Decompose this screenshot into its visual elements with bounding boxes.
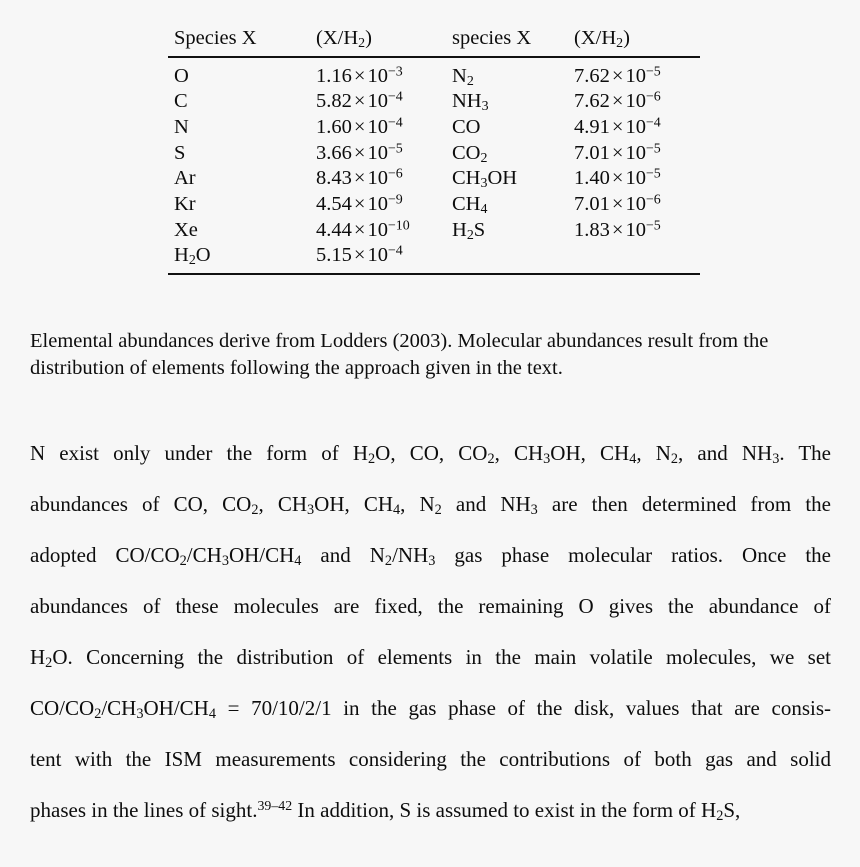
- body-line-5-sub-1: 2: [45, 655, 53, 672]
- ratio-2-row-3-base: 10: [625, 141, 646, 164]
- body-line-7: [30, 734, 831, 785]
- cell-species-1-row-2: [168, 114, 316, 140]
- species-1-row-0-base: O: [174, 64, 189, 87]
- body-line-8-sub-1: 2: [716, 808, 724, 825]
- ratio-1-row-4-base: 10: [367, 167, 388, 190]
- ratio-1-row-6-exponent: −10: [387, 218, 410, 234]
- ratio-2-row-6-mantissa: 1.83: [574, 218, 610, 241]
- cell-species-2-row-0: [452, 57, 574, 89]
- ratio-2-row-2-base: 10: [625, 115, 646, 138]
- body-line-1-part-c: , CH: [494, 441, 544, 465]
- species-2-row-6-sub: 2: [466, 227, 474, 243]
- ratio-1-row-4-multiply-symbol: ×: [353, 167, 366, 190]
- table-row: [168, 89, 700, 115]
- ratio-2-row-1-multiply-symbol: ×: [611, 90, 624, 113]
- species-2-row-3-sub: 2: [480, 150, 488, 166]
- ratio-1-row-0-base: 10: [367, 64, 388, 87]
- body-paragraph: [30, 428, 831, 836]
- species-2-row-2-base: CO: [452, 115, 481, 138]
- column-header-species-2-label: species X: [452, 27, 532, 49]
- cell-ratio-1-row-1: [316, 89, 452, 115]
- cell-species-2-row-4: [452, 166, 574, 192]
- cell-species-1-row-1: [168, 89, 316, 115]
- body-line-4: [30, 581, 831, 632]
- ratio-2-row-1-exponent: −6: [645, 89, 661, 105]
- ratio-1-row-5-base: 10: [367, 192, 388, 215]
- species-1-row-7-base: H: [174, 244, 189, 267]
- species-1-row-3-base: S: [174, 141, 186, 164]
- table-row: [168, 114, 700, 140]
- cell-ratio-2-row-7: [574, 243, 700, 274]
- ratio-1-row-4-exponent: −6: [387, 166, 403, 182]
- ratio-2-row-5-exponent: −6: [645, 192, 661, 208]
- ratio-1-row-3-base: 10: [367, 141, 388, 164]
- body-line-2-sub-4: 2: [434, 502, 442, 519]
- cell-species-2-row-6: [452, 217, 574, 243]
- body-line-8-part-c: S,: [723, 798, 741, 822]
- body-line-1-part-b: O, CO, CO: [375, 441, 488, 465]
- body-line-6-sub-2: 3: [136, 706, 144, 723]
- cell-species-2-row-2: [452, 114, 574, 140]
- body-line-1-sub-1: 2: [368, 451, 376, 468]
- body-line-1-sub-6: 3: [772, 451, 780, 468]
- ratio-2-row-3-mantissa: 7.01: [574, 141, 610, 164]
- column-header-ratio-2: [574, 28, 700, 57]
- ratio-1-row-3-mantissa: 3.66: [316, 141, 352, 164]
- ratio-2-row-1-mantissa: 7.62: [574, 90, 610, 113]
- ratio-1-row-0-exponent: −3: [387, 64, 403, 80]
- body-line-6-part-a: CO/CO: [30, 696, 95, 720]
- column-header-ratio-1: [316, 28, 452, 57]
- ratio-1-row-7-exponent: −4: [387, 243, 403, 259]
- abundance-table-container: [168, 28, 700, 275]
- ratio-1-row-5-mantissa: 4.54: [316, 192, 352, 215]
- ratio-2-row-4-base: 10: [625, 167, 646, 190]
- body-line-3-part-f: gas phase molecular ratios. Once the: [435, 543, 831, 567]
- body-line-6-sub-3: 4: [208, 706, 216, 723]
- ratio-1-row-1-base: 10: [367, 90, 388, 113]
- body-line-3-sub-3: 4: [294, 553, 302, 570]
- ratio-1-row-2-mantissa: 1.60: [316, 115, 352, 138]
- table-header: [168, 28, 700, 57]
- body-line-5: [30, 632, 831, 683]
- column-header-species-1: [168, 28, 316, 57]
- species-1-row-4-base: Ar: [174, 167, 196, 190]
- body-line-6: [30, 683, 831, 734]
- table-caption-line-1: Elemental abundances derive from Lodders (2003). Molecular abundances result from: [30, 330, 739, 352]
- table-row: [168, 140, 700, 166]
- body-line-2: [30, 479, 831, 530]
- ratio-2-row-5-multiply-symbol: ×: [611, 192, 624, 215]
- table-row: [168, 191, 700, 217]
- body-line-6-part-c: OH/CH: [143, 696, 209, 720]
- cell-ratio-2-row-3: [574, 140, 700, 166]
- species-2-row-6-base: H: [452, 218, 467, 241]
- body-line-2-sub-2: 3: [307, 502, 315, 519]
- ratio-1-row-7-base: 10: [367, 244, 388, 267]
- species-2-row-4-tail: OH: [487, 167, 518, 190]
- body-line-3-sub-4: 2: [384, 553, 393, 570]
- ratio-1-row-1-multiply-symbol: ×: [353, 90, 366, 113]
- species-2-row-4-base: CH: [452, 167, 481, 190]
- body-line-2-sub-3: 4: [393, 502, 401, 519]
- column-header-species-1-label: Species X: [174, 27, 257, 49]
- ratio-1-row-6-multiply-symbol: ×: [353, 218, 366, 241]
- body-line-3: [30, 530, 831, 581]
- ratio-1-row-6-mantissa: 4.44: [316, 218, 352, 241]
- body-line-5-part-a: H: [30, 645, 46, 669]
- species-2-row-6-tail: S: [473, 218, 486, 241]
- ratio-1-row-7-multiply-symbol: ×: [353, 244, 366, 267]
- column-header-ratio-2-tail: ): [623, 27, 630, 49]
- species-1-row-2-base: N: [174, 115, 189, 138]
- species-2-row-1-base: NH: [452, 90, 482, 113]
- cell-species-1-row-3: [168, 140, 316, 166]
- cell-ratio-1-row-0: [316, 57, 452, 89]
- ratio-2-row-0-exponent: −5: [645, 64, 661, 80]
- species-1-row-1-base: C: [174, 90, 188, 113]
- citation-reference-39-42[interactable]: 39–42: [257, 797, 293, 813]
- body-line-1-part-f: , and NH: [678, 441, 773, 465]
- body-line-1-sub-5: 2: [670, 451, 679, 468]
- body-line-4-text: abundances of these molecules are fixed, the remaining O gives the abundance of: [30, 594, 831, 618]
- body-line-5-part-b: O. Concerning the distribution of elements in the main volatile molecules, we set: [52, 645, 831, 669]
- cell-ratio-2-row-6: [574, 217, 700, 243]
- body-line-1: [30, 428, 831, 479]
- body-line-2-part-f: are then determined from the: [537, 492, 831, 516]
- body-line-2-sub-1: 2: [251, 502, 259, 519]
- cell-species-2-row-7: [452, 243, 574, 274]
- species-1-row-7-sub: 2: [188, 253, 196, 269]
- ratio-2-row-2-exponent: −4: [645, 115, 661, 131]
- species-2-row-1-sub: 3: [481, 99, 489, 115]
- cell-species-2-row-5: [452, 191, 574, 217]
- species-1-row-6-base: Xe: [174, 218, 198, 241]
- cell-ratio-1-row-4: [316, 166, 452, 192]
- abundance-table: [168, 28, 700, 275]
- body-line-6-part-b: /CH: [101, 696, 137, 720]
- column-header-species-2: [452, 28, 574, 57]
- body-line-1-part-d: OH, CH: [550, 441, 630, 465]
- ratio-1-row-2-multiply-symbol: ×: [353, 115, 366, 138]
- ratio-1-row-5-exponent: −9: [387, 192, 403, 208]
- body-line-3-part-a: adopted CO/CO: [30, 543, 180, 567]
- body-line-2-part-d: , N: [400, 492, 435, 516]
- ratio-2-row-4-multiply-symbol: ×: [611, 167, 624, 190]
- ratio-2-row-6-base: 10: [625, 218, 646, 241]
- ratio-2-row-2-mantissa: 4.91: [574, 115, 610, 138]
- species-2-row-5-base: CH: [452, 192, 481, 215]
- species-2-row-3-base: CO: [452, 141, 481, 164]
- species-2-row-4-sub: 3: [480, 176, 488, 192]
- ratio-2-row-0-base: 10: [625, 64, 646, 87]
- cell-species-1-row-0: [168, 57, 316, 89]
- cell-ratio-2-row-0: [574, 57, 700, 89]
- column-header-ratio-1-sub: 2: [358, 36, 366, 52]
- cell-species-1-row-6: [168, 217, 316, 243]
- column-header-ratio-1-label: (X/H: [316, 27, 359, 49]
- body-line-2-sub-5: 3: [530, 502, 538, 519]
- column-header-ratio-2-label: (X/H: [574, 27, 617, 49]
- species-1-row-7-tail: O: [195, 244, 211, 267]
- body-line-3-part-b: /CH: [186, 543, 222, 567]
- body-line-1-part-a: N exist only under the form of H: [30, 441, 369, 465]
- ratio-2-row-5-base: 10: [625, 192, 646, 215]
- column-header-ratio-1-tail: ): [365, 27, 372, 49]
- column-header-ratio-2-sub: 2: [616, 36, 624, 52]
- ratio-1-row-5-multiply-symbol: ×: [353, 192, 366, 215]
- cell-species-1-row-5: [168, 191, 316, 217]
- body-line-3-sub-5: 3: [428, 553, 436, 570]
- ratio-1-row-0-multiply-symbol: ×: [353, 64, 366, 87]
- cell-species-1-row-7: [168, 243, 316, 274]
- ratio-1-row-4-mantissa: 8.43: [316, 167, 352, 190]
- ratio-1-row-1-exponent: −4: [387, 89, 403, 105]
- cell-ratio-1-row-6: [316, 217, 452, 243]
- cell-ratio-2-row-4: [574, 166, 700, 192]
- ratio-1-row-6-base: 10: [367, 218, 388, 241]
- body-line-1-sub-4: 4: [629, 451, 637, 468]
- ratio-2-row-5-mantissa: 7.01: [574, 192, 610, 215]
- ratio-1-row-0-mantissa: 1.16: [316, 64, 352, 87]
- body-line-2-part-e: and NH: [441, 492, 531, 516]
- species-2-row-0-base: N: [452, 64, 467, 87]
- ratio-1-row-3-exponent: −5: [387, 141, 403, 157]
- ratio-2-row-6-multiply-symbol: ×: [611, 218, 624, 241]
- cell-ratio-2-row-2: [574, 114, 700, 140]
- ratio-2-row-4-exponent: −5: [645, 166, 661, 182]
- body-line-1-part-g: . The: [779, 441, 831, 465]
- body-line-6-sub-1: 2: [94, 706, 102, 723]
- cell-ratio-1-row-2: [316, 114, 452, 140]
- ratio-2-row-2-multiply-symbol: ×: [611, 115, 624, 138]
- ratio-2-row-4-mantissa: 1.40: [574, 167, 610, 190]
- body-line-2-part-a: abundances of CO, CO: [30, 492, 252, 516]
- cell-ratio-1-row-5: [316, 191, 452, 217]
- table-header-row: [168, 28, 700, 57]
- ratio-1-row-2-exponent: −4: [387, 115, 403, 131]
- table-caption: [30, 328, 831, 383]
- species-2-row-0-sub: 2: [466, 73, 474, 89]
- table-row: [168, 166, 700, 192]
- table-row: [168, 57, 700, 89]
- cell-species-2-row-1: [452, 89, 574, 115]
- ratio-2-row-0-mantissa: 7.62: [574, 64, 610, 87]
- body-line-3-part-e: /NH: [392, 543, 429, 567]
- body-line-3-part-c: OH/CH: [228, 543, 295, 567]
- body-line-2-part-b: , CH: [258, 492, 308, 516]
- ratio-1-row-7-mantissa: 5.15: [316, 244, 352, 267]
- species-2-row-5-sub: 4: [480, 202, 488, 217]
- body-line-6-part-d: = 70/10/2/1 in the gas phase of the disk, values that are consis-: [215, 696, 831, 720]
- body-line-1-sub-2: 2: [487, 451, 495, 468]
- ratio-1-row-3-multiply-symbol: ×: [353, 141, 366, 164]
- ratio-2-row-0-multiply-symbol: ×: [611, 64, 624, 87]
- ratio-1-row-1-mantissa: 5.82: [316, 90, 352, 113]
- species-1-row-5-base: Kr: [174, 192, 196, 215]
- ratio-2-row-3-exponent: −5: [645, 141, 661, 157]
- body-line-1-sub-3: 3: [543, 451, 551, 468]
- body-line-3-part-d: and N: [301, 543, 385, 567]
- ratio-2-row-3-multiply-symbol: ×: [611, 141, 624, 164]
- body-line-3-sub-2: 3: [221, 553, 229, 570]
- cell-species-1-row-4: [168, 166, 316, 192]
- table-body: [168, 57, 700, 274]
- ratio-2-row-1-base: 10: [625, 90, 646, 113]
- body-line-8-part-b: In addition, S is assumed to exist in the form of H: [292, 798, 717, 822]
- body-line-7-text: tent with the ISM measurements considering the contributions of both gas and solid: [30, 747, 831, 771]
- cell-species-2-row-3: [452, 140, 574, 166]
- table-row: [168, 217, 700, 243]
- body-line-3-sub-1: 2: [179, 553, 187, 570]
- body-line-8-part-a: phases in the lines of sight.: [30, 798, 258, 822]
- cell-ratio-2-row-1: [574, 89, 700, 115]
- body-line-8: [30, 785, 831, 836]
- ratio-1-row-2-base: 10: [367, 115, 388, 138]
- body-line-2-part-c: OH, CH: [314, 492, 394, 516]
- cell-ratio-2-row-5: [574, 191, 700, 217]
- table-caption-line-2: the distribution of elements following the approach given in the text.: [30, 330, 769, 380]
- cell-ratio-1-row-7: [316, 243, 452, 274]
- table-row: [168, 243, 700, 274]
- body-line-1-part-e: , N: [636, 441, 671, 465]
- cell-ratio-1-row-3: [316, 140, 452, 166]
- ratio-2-row-6-exponent: −5: [645, 218, 661, 234]
